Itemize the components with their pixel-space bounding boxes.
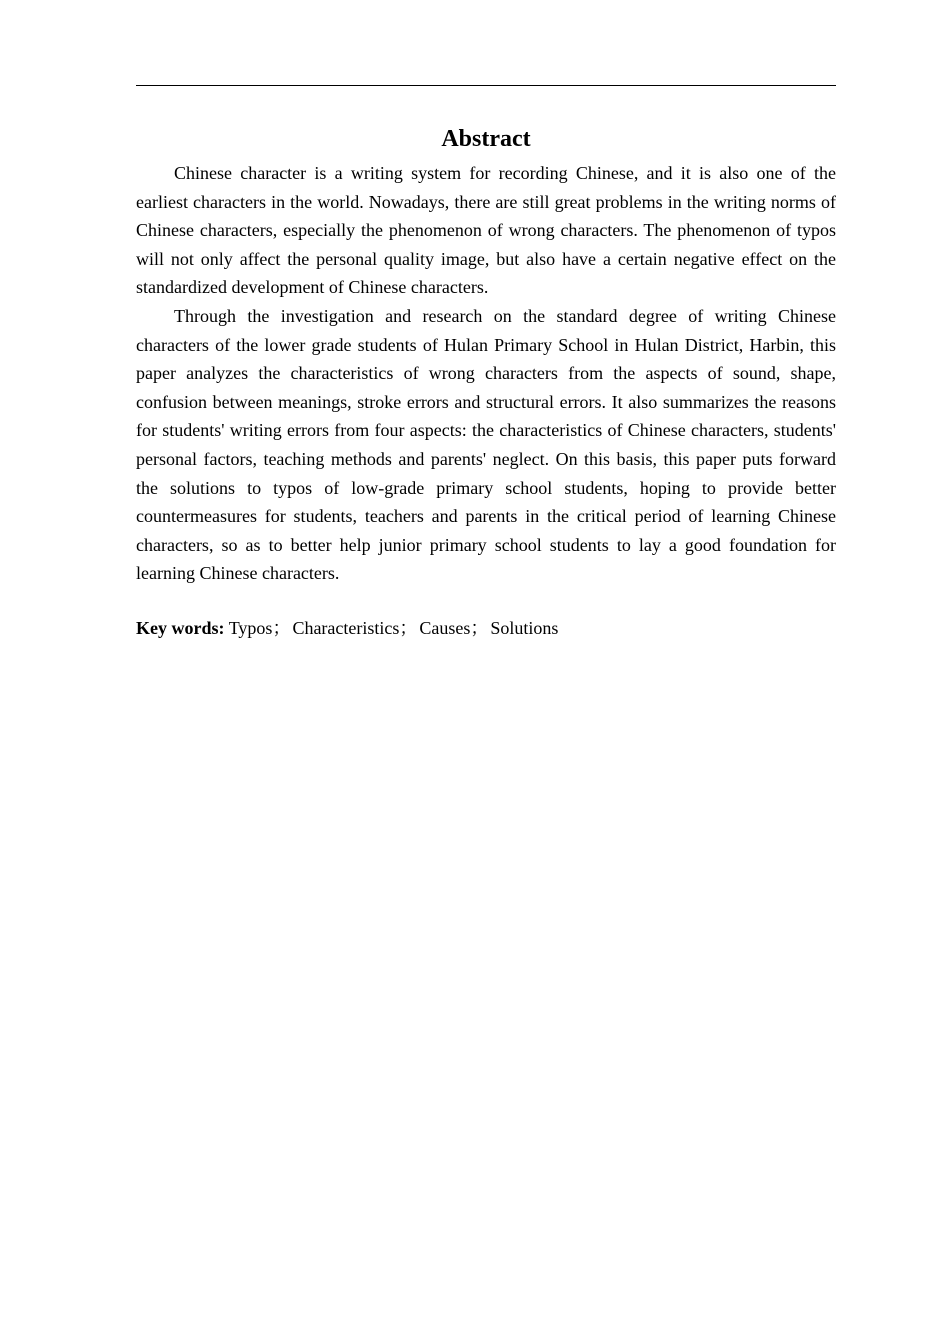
keyword-item: Solutions [490, 618, 559, 638]
abstract-body [136, 159, 836, 588]
header-rule [136, 85, 836, 86]
keywords-label: Key words: [136, 618, 225, 638]
abstract-paragraph-2: Through the investigation and research on the standard degree of writing Chinese characters of the lower grade students of Hulan Primary School in Hulan District, Harbin, this paper analyzes the characteristics of wrong characters from the aspects of sound, shape, confusion between meanings, stroke errors and structural errors. It also summarizes the reasons for students' writing errors from four aspects: the characteristics of Chinese characters, students' personal factors, teaching methods and parents' neglect. On this basis, this paper puts forward the solutions to typos of low-grade primary school students, hoping to provide better countermeasures for students, teachers and parents in the critical period of learning Chinese characters, so as to better help junior primary school students to lay a good foundation for learning Chinese characters. [136, 305, 836, 584]
keyword-item: Typos [228, 618, 273, 638]
keyword-item: Characteristics [292, 618, 400, 638]
keyword-separator: ； [470, 618, 489, 638]
keyword-separator: ； [272, 618, 291, 638]
keyword-item: Causes [419, 618, 471, 638]
abstract-title: Abstract [441, 126, 531, 152]
keyword-separator: ； [399, 618, 418, 638]
abstract-paragraph-1: Chinese character is a writing system for recording Chinese, and it is also one of the earliest characters in the world. Nowadays, there are still great problems in the writing norms of Chinese characters, especially the phenomenon of wrong characters. The phenomenon of typos will not only affect the personal quality image, but also have a certain negative effect on the standardized development of Chinese characters. [136, 163, 836, 298]
keywords-line [136, 614, 836, 642]
